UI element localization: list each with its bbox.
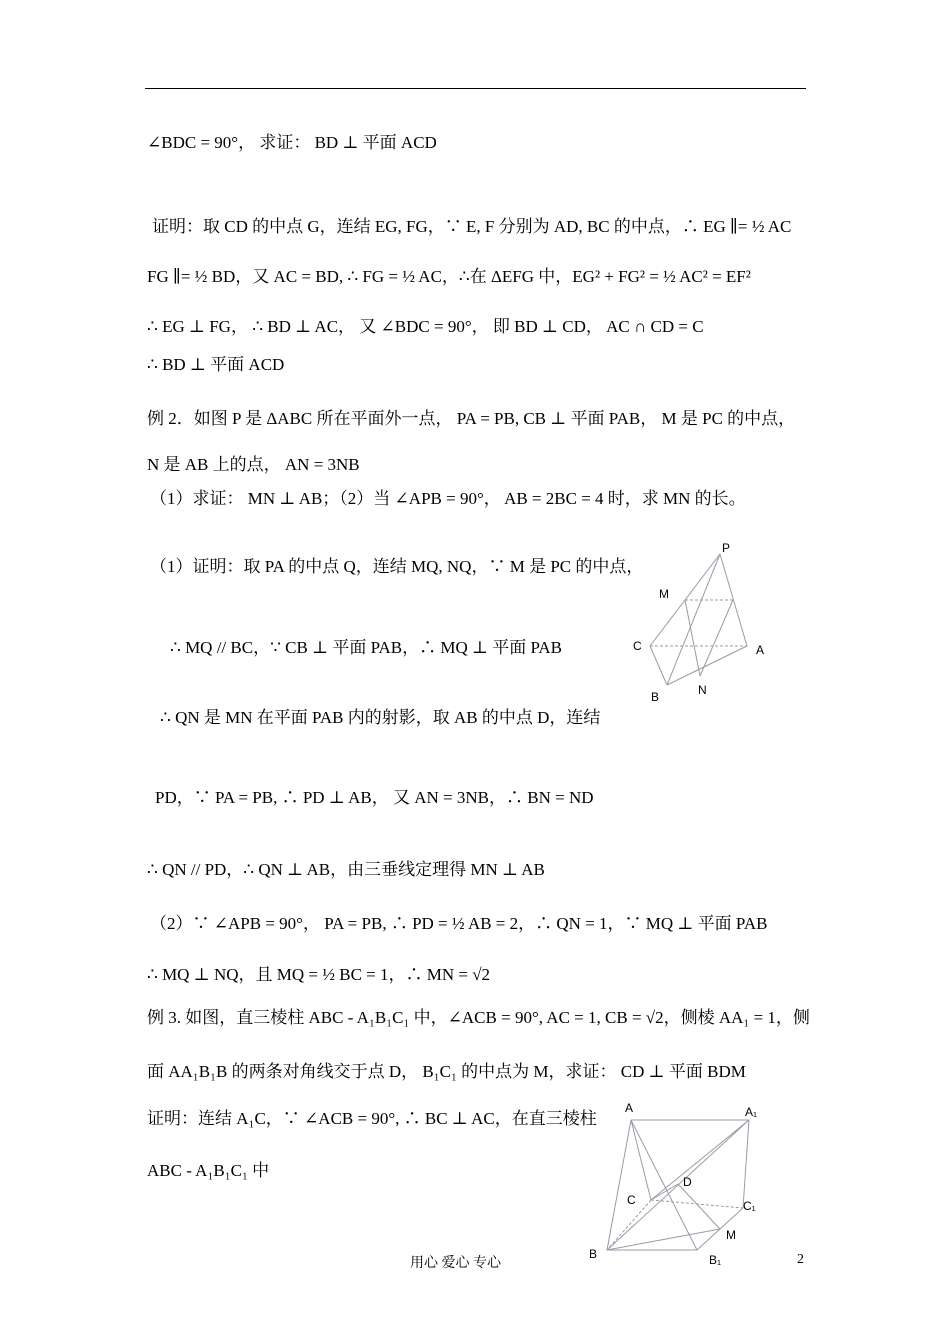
text-line-3: FG ∥= ½ BD，又 AC = BD, ∴ FG = ½ AC，∴在 ΔEFG 中，EG² + FG² = ½ AC² = EF² (147, 267, 751, 286)
text-line-2: 证明：取 CD 的中点 G，连结 EG, FG，∵ E, F 分别为 AD, BC 的中点，∴ EG ∥= ½ AC (152, 217, 792, 236)
page-number: 2 (797, 1252, 804, 1267)
label-P: P (722, 541, 731, 555)
text-line-1: ∠BDC = 90°， 求证： BD ⊥ 平面 ACD (147, 133, 437, 152)
text-line-17: 面 AA₁B₁B 的两条对角线交于点 D， B₁C₁ 的中点为 M，求证： CD ⊥ 平面 BDM (147, 1062, 746, 1081)
text-line-16: 例 3. 如图，直三棱柱 ABC - A₁B₁C₁ 中，∠ACB = 90°, AC = 1, CB = √2，侧棱 AA₁ = 1，侧 (147, 1008, 810, 1027)
text-line-14: （2）∵ ∠APB = 90°， PA = PB, ∴ PD = ½ AB = 2，∴ QN = 1，∵ MQ ⊥ 平面 PAB (150, 914, 768, 933)
text-line-10: ∴ MQ // BC，∵ CB ⊥ 平面 PAB，∴ MQ ⊥ 平面 PAB (170, 638, 562, 657)
label-A1: A₁ (745, 1105, 758, 1119)
prism-figure (585, 1098, 775, 1273)
label-B: B (589, 1247, 598, 1261)
label-A: A (625, 1101, 634, 1115)
text-line-19: ABC - A₁B₁C₁ 中 (147, 1161, 270, 1180)
text-line-15: ∴ MQ ⊥ NQ，且 MQ = ½ BC = 1，∴ MN = √2 (147, 965, 491, 984)
label-D: D (683, 1175, 692, 1189)
label-B: B (651, 690, 660, 704)
label-N: N (698, 683, 707, 697)
text-line-11: ∴ QN 是 MN 在平面 PAB 内的射影，取 AB 的中点 D，连结 (160, 708, 601, 727)
label-C: C (627, 1193, 636, 1207)
text-line-4: ∴ EG ⊥ FG， ∴ BD ⊥ AC， 又 ∠BDC = 90°， 即 BD ⊥ CD， AC ∩ CD = C (147, 317, 704, 336)
label-C: C (633, 639, 642, 653)
tetrahedron-figure (625, 540, 775, 710)
footer-slogan: 用心 爱心 专心 (410, 1256, 501, 1271)
label-M: M (726, 1228, 736, 1242)
text-line-18: 证明：连结 A₁C，∵ ∠ACB = 90°, ∴ BC ⊥ AC，在直三棱柱 (147, 1109, 597, 1128)
text-line-9: （1）证明：取 PA 的中点 Q，连结 MQ, NQ，∵ M 是 PC 的中点， (150, 557, 644, 576)
label-M: M (659, 587, 669, 601)
header-rule (145, 88, 806, 89)
text-line-5: ∴ BD ⊥ 平面 ACD (147, 355, 285, 374)
label-A: A (756, 643, 765, 657)
label-B1: B₁ (709, 1253, 722, 1267)
text-line-12: PD，∵ PA = PB, ∴ PD ⊥ AB， 又 AN = 3NB，∴ BN = ND (155, 788, 594, 807)
label-C1: C₁ (743, 1199, 756, 1213)
text-line-8: （1）求证： MN ⊥ AB；（2）当 ∠APB = 90°， AB = 2BC = 4 时，求 MN 的长。 (150, 489, 746, 508)
text-line-6: 例 2．如图 P 是 ΔABC 所在平面外一点， PA = PB, CB ⊥ 平面 PAB， M 是 PC 的中点， (147, 409, 796, 428)
text-line-7: N 是 AB 上的点， AN = 3NB (147, 455, 360, 474)
text-line-13: ∴ QN // PD，∴ QN ⊥ AB，由三垂线定理得 MN ⊥ AB (147, 860, 545, 879)
